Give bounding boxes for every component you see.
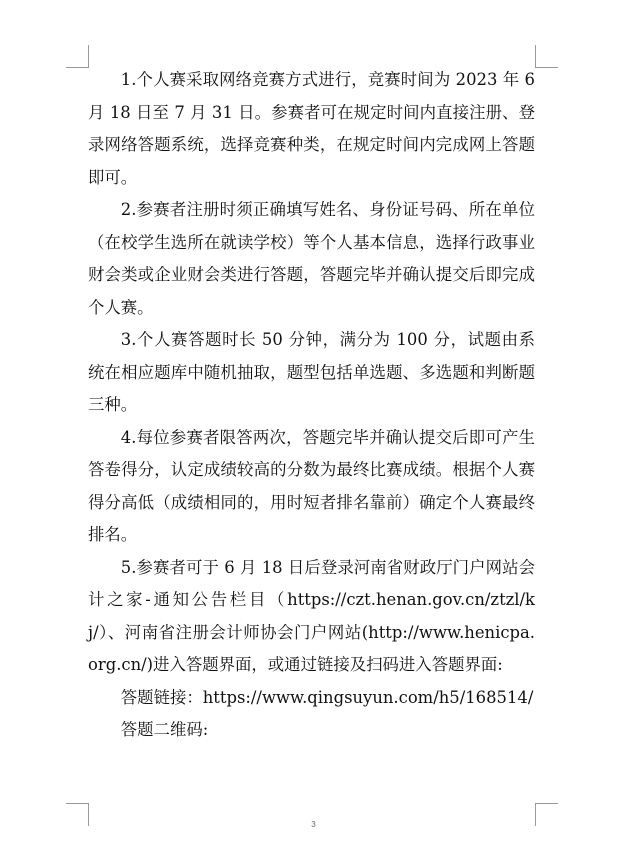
crop-mark-top-left (66, 45, 89, 68)
answer-link-line: 答题链接：https://www.qingsuyun.com/h5/168514/ (120, 687, 534, 707)
paragraph-2: 2.参赛者注册时须正确填写姓名、身份证号码、所在单位（在校学生选所在就读学校）等个人基本信息，选择行政事业财会类或企业财会类进行答题，答题完毕并确认提交后即完成个人赛。 (88, 200, 535, 317)
paragraph-1: 1.个人赛采取网络竞赛方式进行，竞赛时间为 2023 年 6 月 18 日至 7 月 31 日。参赛者可在规定时间内直接注册、登录网络答题系统，选择竞赛种类，在规定时间内完成网上答题即可。 (88, 70, 535, 187)
page-number: 3 (311, 820, 316, 829)
crop-mark-top-right (535, 45, 558, 68)
qr-code-label: 答题二维码: (120, 720, 209, 739)
paragraph-3: 3.个人赛答题时长 50 分钟，满分为 100 分，试题由系统在相应题库中随机抽取，题型包括单选题、多选题和判断题三种。 (88, 330, 535, 414)
paragraph-5: 5.参赛者可于 6 月 18 日后登录河南省财政厅门户网站会计之家-通知公告栏目（https://czt.henan.gov.cn/ztzl/kj/）、河南省注册会计师协会门户网站(http://www.henicpa.org.cn/)进入答题界面，或通过链接及扫码进入答题界面: (88, 557, 535, 674)
paragraph-4: 4.每位参赛者限答两次，答题完毕并确认提交后即可产生答卷得分，认定成绩较高的分数为最终比赛成绩。根据个人赛得分高低（成绩相同的，用时短者排名靠前）确定个人赛最终排名。 (88, 427, 535, 544)
document-body (88, 64, 535, 747)
